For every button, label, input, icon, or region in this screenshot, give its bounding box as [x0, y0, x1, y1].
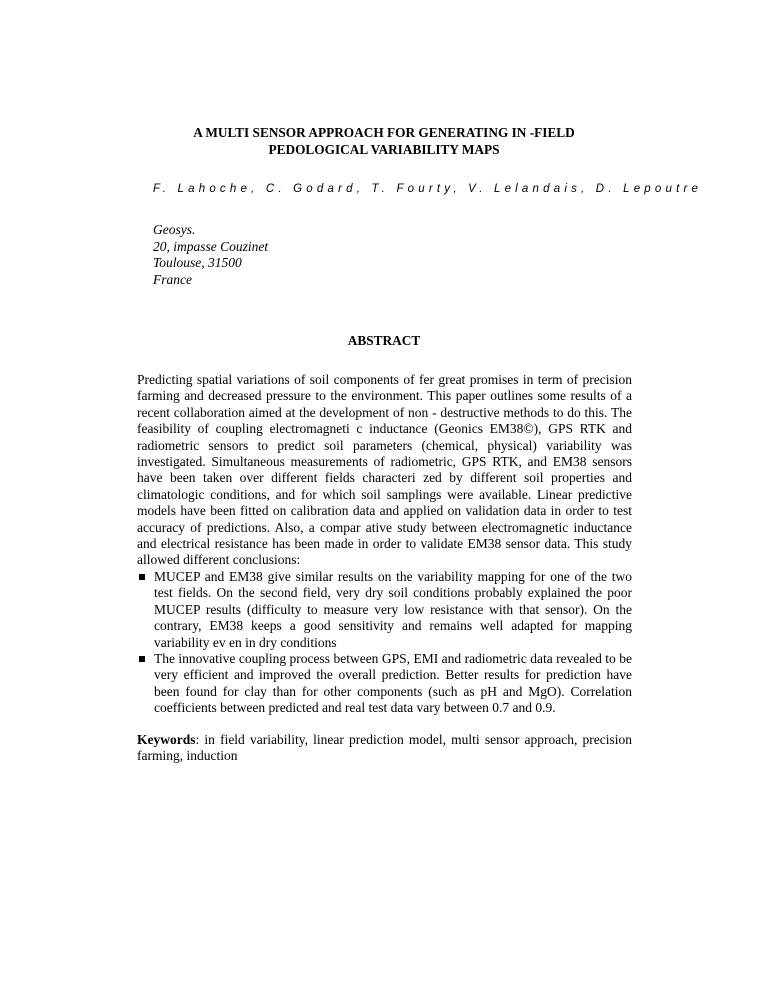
affiliation	[153, 222, 268, 288]
abstract-body: Predicting spatial variations of soil components of fer great promises in term of precision farming and decreased pressure to the environment. This paper outlines some results of a recent collaboration aimed at the development of non - destructive methods to do this. The feasibility of coupling electromagneti c inductance (Geonics EM38©), GPS RTK and radiometric sensors to predict soil parameters (chemical, physical) variability was investigated. Simultaneous measurements of radiometric, GPS RTK, and EM38 sensors have been taken over different fields characteri zed by different soil properties and climatologic conditions, and for which soil samplings were available. Linear predictive models have been fitted on calibration data and applied on validation data in order to test accuracy of predictions. Also, a compar ative study between electromagnetic inductance and electrical resistance has been made in order to validate EM38 sensor data. This study allowed different conclusions:	[137, 372, 632, 568]
bullet-text: The innovative coupling process between GPS, EMI and radiometric data revealed to be very efficient and improved the overall prediction. Better results for prediction have been found for clay than for other components (such as pH and MgO). Correlation coefficients between predicted and real test data vary between 0.7 and 0.9.	[154, 650, 632, 716]
abstract-heading: ABSTRACT	[347, 333, 421, 348]
affiliation-city: Toulouse, 31500	[153, 255, 242, 271]
bullet-square-icon	[139, 574, 145, 580]
bullet-square-icon	[139, 656, 145, 662]
keywords-label: Keywords	[137, 732, 196, 747]
title-line-1: A MULTI SENSOR APPROACH FOR GENERATING IN -FIELD	[193, 125, 575, 140]
bullet-text: MUCEP and EM38 give similar results on the variability mapping for one of the two test fields. On the second field, very dry soil conditions probably explained the poor MUCEP results (difficulty to measure very low resistance with that sensor). On the contrary, EM38 keeps a good sensitivity and remains well adapted for mapping variability ev en in dry conditions	[154, 568, 632, 650]
affiliation-country: France	[153, 271, 192, 287]
abstract-bullet	[137, 569, 632, 651]
keywords-text: : in field variability, linear prediction model, multi sensor approach, precision farming, induction	[137, 732, 632, 764]
affiliation-org: Geosys.	[153, 222, 196, 237]
paper-title	[120, 124, 648, 158]
author-list: F. Lahoche, C. Godard, T. Fourty, V. Lelandais, D. Lepoutre	[153, 183, 703, 195]
title-line-2: PEDOLOGICAL VARIABILITY MAPS	[268, 142, 500, 157]
keywords-section	[137, 732, 632, 765]
affiliation-street: 20, impasse Couzinet	[153, 238, 269, 254]
abstract-section	[137, 372, 632, 717]
abstract-bullet	[137, 651, 632, 717]
